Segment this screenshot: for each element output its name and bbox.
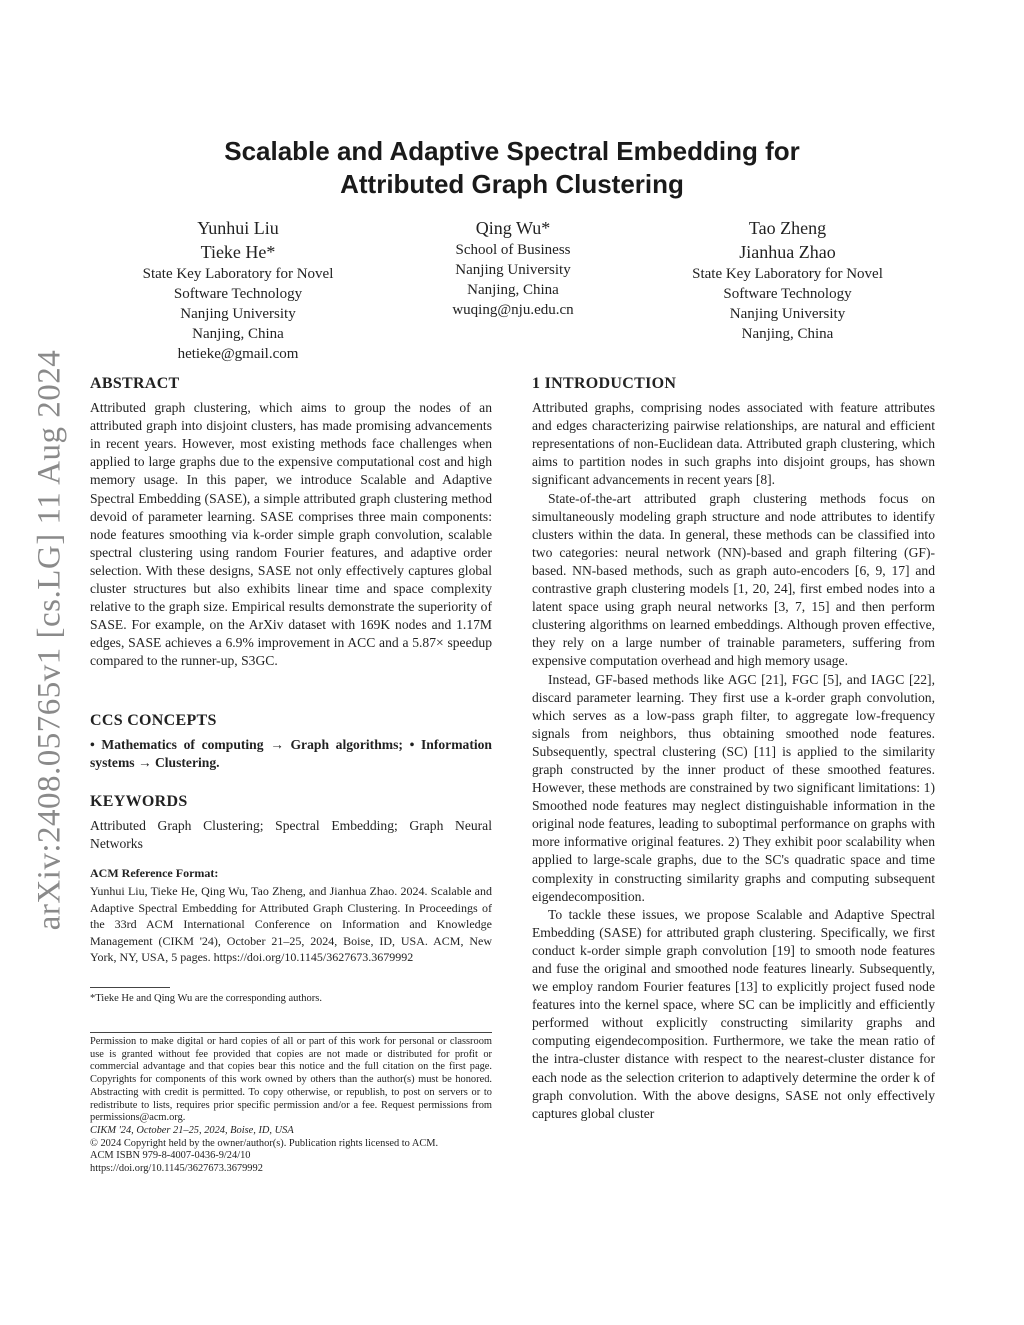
affiliation-line: Nanjing, China <box>192 326 284 342</box>
affiliation-line: Software Technology <box>173 286 303 302</box>
footnote-rule <box>90 987 170 988</box>
permission-rule <box>90 1032 492 1033</box>
keywords-section <box>90 793 492 853</box>
affiliation-line: Nanjing University <box>729 306 846 322</box>
paper-title <box>120 135 904 201</box>
doi-line: https://doi.org/10.1145/3627673.3679992 <box>90 1163 263 1175</box>
abstract-heading: ABSTRACT <box>90 375 180 392</box>
author-name: Tieke He* <box>200 242 276 262</box>
affiliation-line: Nanjing University <box>455 262 571 278</box>
affiliation-line: Nanjing University <box>180 306 296 322</box>
arxiv-identifier: arXiv:2408.05765v1 [cs.LG] 11 Aug 2024 <box>31 349 68 931</box>
author-name: Tao Zheng <box>748 218 827 238</box>
affiliation-line: Nanjing, China <box>467 282 559 298</box>
title-line-1: Scalable and Adaptive Spectral Embedding for <box>224 136 800 166</box>
keywords-text: Attributed Graph Clustering; Spectral Embedding; Graph Neural Networks <box>90 818 492 852</box>
copyright-line: © 2024 Copyright held by the owner/author(s). Publication rights licensed to ACM. <box>90 1137 439 1149</box>
affiliation-line: State Key Laboratory for Novel <box>692 266 883 282</box>
ccs-section <box>90 712 492 772</box>
isbn-line: ACM ISBN 979-8-4007-0436-9/24/10 <box>90 1150 251 1162</box>
abstract-text: Attributed graph clustering, which aims to group the nodes of an attributed graph into disjoint clusters, has made promising advancements in recent years. However, most existing methods face challenges when applied to large graphs due to the expensive computational cost and high memory usage. In this paper, we introduce Scalable and Adaptive Spectral Embedding (SASE), a simple attributed graph clustering method devoid of parameter learning. SASE comprises three main components: node features smoothing via k-order simple graph convolution, scalable spectral clustering using random Fourier features, and adaptive order selection. With these designs, SASE not only effectively captures global cluster structures but also exhibits linear time and space complexity relative to the graph size. Empirical results demonstrate the superiority of SASE. For example, on the ArXiv dataset with 169K nodes and 1.17M edges, SASE achieves a 6.9% improvement in ACC and a 5.87× speedup compared to the runner-up, S3GC. <box>90 400 492 669</box>
author-block-1 <box>108 216 368 364</box>
author-block-3 <box>655 216 920 344</box>
introduction-heading: 1 INTRODUCTION <box>532 375 677 392</box>
author-block-2 <box>408 216 618 320</box>
author-email: hetieke@gmail.com <box>177 346 299 362</box>
ccs-text: • Mathematics of computing → Graph algorithms; • Information systems → Clustering. <box>90 737 492 771</box>
affiliation-line: Software Technology <box>723 286 852 302</box>
title-line-2: Attributed Graph Clustering <box>340 169 684 199</box>
introduction-section <box>532 375 935 1123</box>
author-name: Jianhua Zhao <box>739 242 836 262</box>
author-name: Yunhui Liu <box>197 218 279 238</box>
affiliation-line: Nanjing, China <box>741 326 834 342</box>
abstract-section <box>90 375 492 671</box>
intro-paragraph: Attributed graphs, comprising nodes associated with feature attributes and edges characterizing pairwise relationships, are natural and efficient representations of non-Euclidean data. Attributed graph clustering, which aims to partition nodes in such graphs into disjoint groups, has shown significant advancements in recent years [8]. <box>532 400 935 488</box>
permission-text: Permission to make digital or hard copies of all or part of this work for personal or classroom use is granted without fee provided that copies are not made or distributed for profit or commercial advantage and that copies bear this notice and the full citation on the first page. Copyrights for components of this work owned by others than the author(s) must be honored. Abstracting with credit is permitted. To copy otherwise, or republish, to post on servers or to redistribute to lists, requires prior specific permission and/or a fee. Request permissions from permissions@acm.org. <box>90 1036 492 1124</box>
affiliation-line: State Key Laboratory for Novel <box>142 266 334 282</box>
permission-block <box>90 1036 492 1176</box>
author-email: wuqing@nju.edu.cn <box>452 302 574 318</box>
affiliation-line: School of Business <box>455 242 571 258</box>
reference-format-label: ACM Reference Format: <box>90 866 219 880</box>
intro-paragraph: State-of-the-art attributed graph clustering methods focus on simultaneously modeling graph structure and node attributes to identify clusters within the data. In general, these methods can be classified into two categories: neural network (NN)-based and graph filtering (GF)-based. NN-based methods, such as graph auto-encoders [6, 9, 17] and contrastive graph clustering models [1, 20, 24], first embed nodes into a latent space using graph neural networks [3, 7, 15] and then perform clustering algorithms on learned embeddings. Although proven effective, they rely on a large number of trainable parameters, suffering from expensive computation overhead and high memory usage. <box>532 490 935 669</box>
ccs-heading: CCS CONCEPTS <box>90 712 217 729</box>
conference-line: CIKM '24, October 21–25, 2024, Boise, ID, USA <box>90 1124 294 1136</box>
reference-format <box>90 865 492 965</box>
corresponding-footnote: *Tieke He and Qing Wu are the corresponding authors. <box>90 993 322 1004</box>
keywords-heading: KEYWORDS <box>90 793 188 810</box>
reference-format-text: Yunhui Liu, Tieke He, Qing Wu, Tao Zheng, and Jianhua Zhao. 2024. Scalable and Adaptive Spectral Embedding for Attributed Graph Clustering. In Proceedings of the 33rd ACM International Conference on Information and Knowledge Management (CIKM '24), October 21–25, 2024, Boise, ID, USA. ACM, New York, NY, USA, 5 pages. https://doi.org/10.1145/3627673.3679992 <box>90 884 492 965</box>
intro-paragraph: Instead, GF-based methods like AGC [21], FGC [5], and IAGC [22], discard parameter learning. They first use a k-order graph convolution, which serves as a low-pass graph filter, to aggregate low-frequency signals from neighbors, thus obtaining smoothed node features. Subsequently, spectral clustering (SC) [11] is applied to the similarity graph constructed by the inner product of these smoothed features. However, these methods are constrained by two significant limitations: 1) Smoothed node features may neglect distinguishable information in the original node features, leading to suboptimal performance on graphs with more informative original features. 2) They exhibit poor scalability when applied to large-scale graphs, due to the SC's quadratic space and time complexity in constructing similarity graphs and computing subsequent eigendecomposition. <box>532 671 935 904</box>
author-name: Qing Wu* <box>475 218 551 238</box>
intro-paragraph: To tackle these issues, we propose Scalable and Adaptive Spectral Embedding (SASE) for attributed graph clustering. Specifically, we first conduct k-order simple graph convolution [19] to smooth node features and fuse the original and smoothed node features linearly. Subsequently, we employ random Fourier features [13] to explicitly project fused node features into the kernel space, where SC can be implicitly and efficiently performed without explicitly constructing similarity graphs and computing eigendecomposition. Furthermore, we take the mean ratio of the intra-cluster distance with respect to the nearest-cluster distance for each node as the selection criterion to adaptively determine the order k of graph convolution. With the above designs, SASE not only effectively captures global cluster <box>532 906 935 1121</box>
